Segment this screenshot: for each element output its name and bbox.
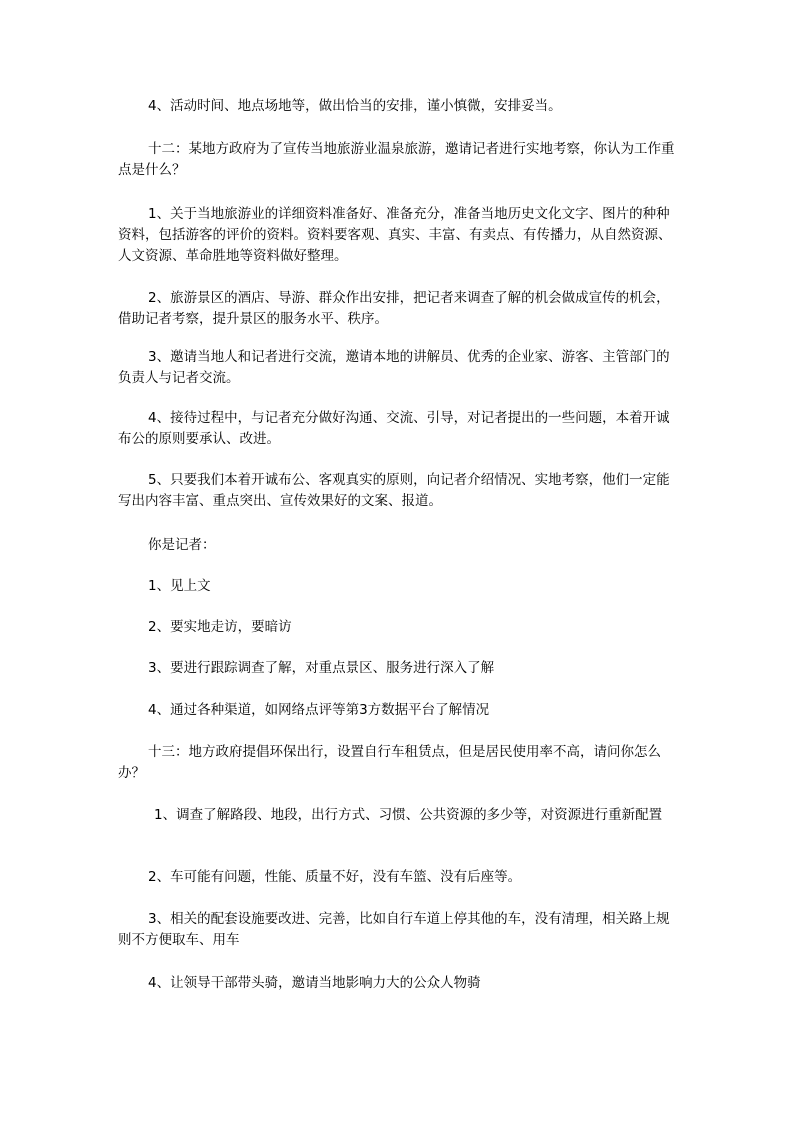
answer-thirteen-item-1: 1、调查了解路段、地段，出行方式、习惯、公共资源的多少等，对资源进行重新配置 bbox=[154, 807, 663, 823]
answer-twelve-item-5: 5、只要我们本着开诚布公、客观真实的原则，向记者介绍情况、实地考察，他们一定能写出内容丰富、重点突出、宣传效果好的文案、报道。 bbox=[118, 472, 670, 509]
answer-twelve-item-1: 1、关于当地旅游业的详细资料准备好、准备充分，准备当地历史文化文字、图片的种种资料，包括游客的评价的资料。资料要客观、真实、丰富、有卖点、有传播力，从自然资源、人文资源、革命胜地等资料做好整理。 bbox=[118, 206, 672, 264]
question-twelve: 十二：某地方政府为了宣传当地旅游业温泉旅游，邀请记者进行实地考察，你认为工作重点是什么？ bbox=[118, 141, 675, 178]
answer-twelve-item-3: 3、邀请当地人和记者进行交流，邀请本地的讲解员、优秀的企业家、游客、主管部门的负责人与记者交流。 bbox=[118, 349, 670, 386]
reporter-item-2: 2、要实地走访，要暗访 bbox=[148, 619, 292, 635]
answer-twelve-item-2: 2、旅游景区的酒店、导游、群众作出安排，把记者来调查了解的机会做成宣传的机会，借助记者考察，提升景区的服务水平、秩序。 bbox=[118, 290, 670, 327]
reporter-item-1: 1、见上文 bbox=[148, 578, 211, 594]
paragraph-activity-arrangement: 4、活动时间、地点场地等，做出恰当的安排，谨小慎微，安排妥当。 bbox=[148, 98, 562, 114]
reporter-item-3: 3、要进行跟踪调查了解，对重点景区、服务进行深入了解 bbox=[148, 660, 495, 676]
answer-twelve-item-4: 4、接待过程中，与记者充分做好沟通、交流、引导，对记者提出的一些问题，本着开诚布公的原则要承认、改进。 bbox=[118, 410, 670, 447]
answer-thirteen-item-3: 3、相关的配套设施要改进、完善，比如自行车道上停其他的车，没有清理，相关路上规则不方便取车、用车 bbox=[118, 911, 670, 948]
answer-thirteen-item-2: 2、车可能有问题，性能、质量不好，没有车篮、没有后座等。 bbox=[148, 869, 522, 885]
answer-thirteen-item-4: 4、让领导干部带头骑，邀请当地影响力大的公众人物骑 bbox=[148, 975, 481, 991]
reporter-item-4: 4、通过各种渠道，如网络点评等第3方数据平台了解情况 bbox=[148, 702, 490, 718]
section-heading-reporter: 你是记者： bbox=[148, 537, 216, 553]
question-thirteen: 十三：地方政府提倡环保出行，设置自行车租赁点，但是居民使用率不高，请问你怎么办？ bbox=[118, 744, 661, 781]
